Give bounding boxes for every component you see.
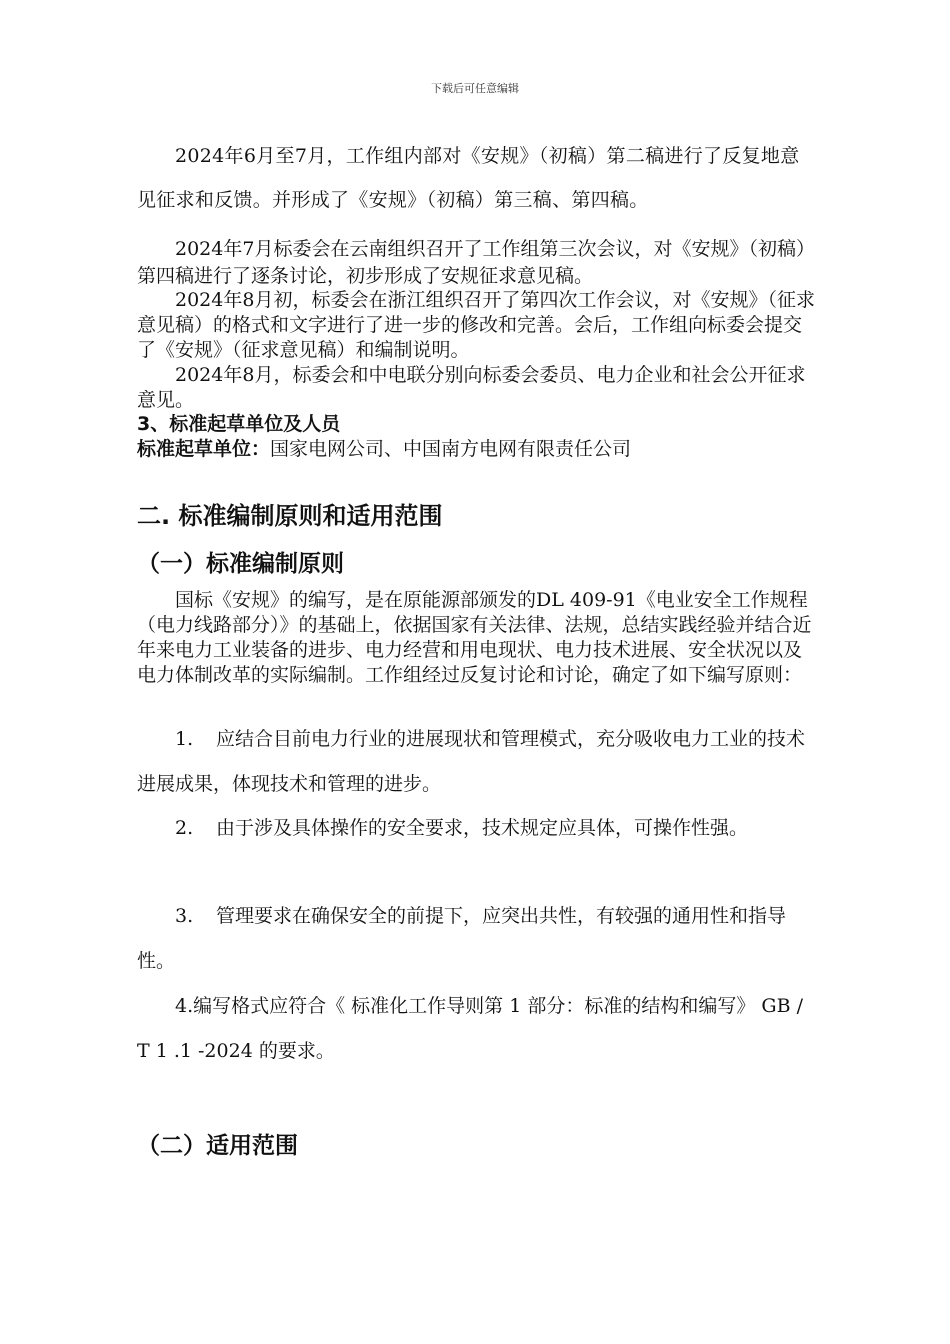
drafting-units-value: 国家电网公司、中国南方电网有限责任公司: [270, 438, 632, 460]
principle-number: 3.: [175, 905, 194, 927]
principle-number: 2.: [175, 817, 194, 839]
drafting-units: [137, 437, 817, 462]
paragraph-progress-june-july: 2024年6月至7月，工作组内部对《安规》（初稿）第二稿进行了反复地意见征求和反馈。并形成了《安规》（初稿）第三稿、第四稿。: [137, 145, 800, 211]
principle-number: 1.: [175, 728, 194, 750]
drafting-units-label: 标准起草单位：: [137, 438, 271, 460]
principle-number: 4.: [175, 995, 194, 1017]
principle-text: 应结合目前电力行业的进展现状和管理模式，充分吸收电力工业的技术进展成果，体现技术和管理的进步。: [137, 728, 805, 795]
principle-text: 管理要求在确保安全的前提下，应突出共性，有较强的通用性和指导性。: [137, 905, 786, 972]
subsection-principles-title: （一）标准编制原则: [137, 551, 344, 577]
section-two-title: 二. 标准编制原则和适用范围: [137, 502, 443, 530]
principle-text: 由于涉及具体操作的安全要求，技术规定应具体，可操作性强。: [215, 817, 748, 839]
subsection-scope-title: （二）适用范围: [137, 1133, 298, 1159]
principle-item-1: [137, 717, 817, 807]
principles-intro: 国标《安规》的编写，是在原能源部颁发的DL 409-91《电业安全工作规程（电力线路部分）》的基础上，依据国家有关法律、法规，总结实践经验并结合近年来电力工业装备的进步、电力经营和用电现状、电力技术进展、安全状况以及电力体制改革的实际编制。工作组经过反复讨论和讨论，确定了如下编写原则：: [137, 589, 812, 686]
principle-text: 编写格式应符合《 标准化工作导则第 1 部分：标准的结构和编写》 GB / T 1 .1 -2024 的要求。: [137, 995, 803, 1062]
principle-item-3: [137, 894, 817, 984]
paragraph-progress-july: 2024年7月标委会在云南组织召开了工作组第三次会议，对《安规》（初稿）第四稿进行了逐条讨论，初步形成了安规征求意见稿。: [137, 238, 815, 287]
principle-item-4: [137, 984, 817, 1074]
paragraph-progress-august: 2024年8月，标委会和中电联分别向标委会委员、电力企业和社会公开征求意见。: [137, 364, 806, 411]
paragraph-progress-august-early: 2024年8月初，标委会在浙江组织召开了第四次工作会议，对《安规》（征求意见稿）的格式和文字进行了进一步的修改和完善。会后，工作组向标委会提交了《安规》（征求意见稿）和编制说明。: [137, 289, 815, 361]
section-3-title: 3、标准起草单位及人员: [137, 413, 341, 435]
header-note: 下载后可任意编辑: [431, 82, 519, 95]
principle-item-2: [137, 806, 817, 851]
